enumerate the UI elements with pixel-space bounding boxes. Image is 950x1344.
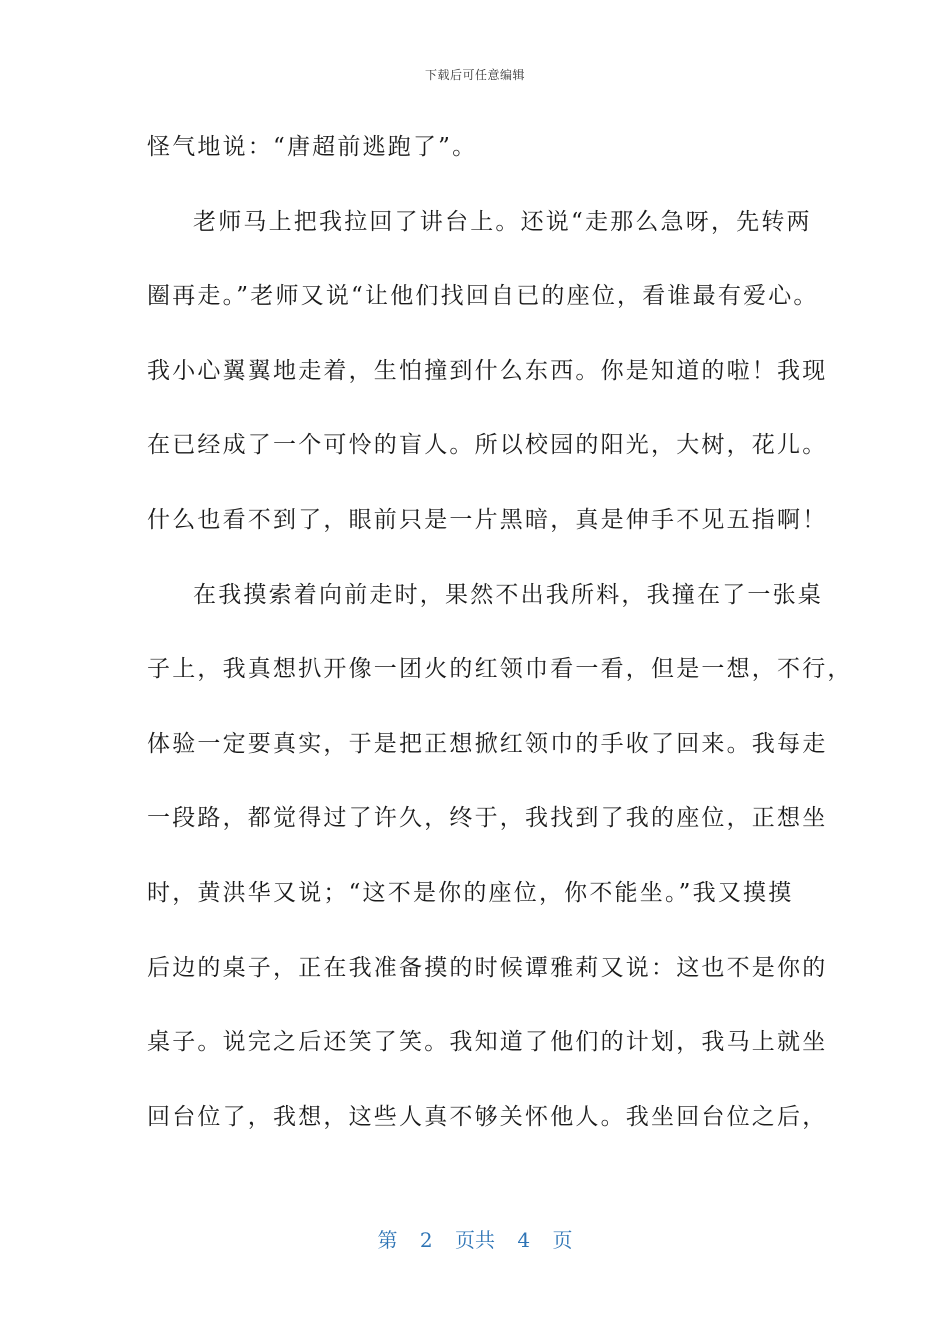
text-line: 老师马上把我拉回了讲台上。还说“走那么急呀，先转两: [193, 208, 812, 235]
text-line: 我小心翼翼地走着，生怕撞到什么东西。你是知道的啦！我现: [147, 357, 828, 384]
text-line: 圈再走。”老师又说“让他们找回自已的座位，看谁最有爱心。: [147, 283, 819, 310]
footer-page-number: 2: [419, 1228, 433, 1252]
text-line: 子上，我真想扒开像一团火的红领巾看一看，但是一想，不行，: [147, 656, 853, 683]
text-line: 在已经成了一个可怜的盲人。所以校园的阳光，大树，花儿。: [147, 432, 828, 459]
text-line: 桌子。说完之后还笑了笑。我知道了他们的计划，我马上就坐: [147, 1029, 828, 1056]
body-text: [147, 122, 853, 1166]
text-line: 一段路，都觉得过了许久，终于，我找到了我的座位，正想坐: [147, 805, 828, 832]
text-line: 体验一定要真实，于是把正想掀红领巾的手收了回来。我每走: [147, 730, 828, 757]
text-line: 回台位了，我想，这些人真不够关怀他人。我坐回台位之后，: [147, 1103, 828, 1130]
footer-prefix: 第: [377, 1228, 398, 1252]
text-line: 什么也看不到了，眼前只是一片黑暗，真是伸手不见五指啊！: [147, 506, 828, 533]
text-line: 后边的桌子，正在我准备摸的时候谭雅莉又说：这也不是你的: [147, 954, 828, 981]
footer-suffix: 页: [552, 1228, 573, 1252]
page-footer: [0, 1224, 950, 1253]
page-header: 下载后可任意编辑: [424, 68, 525, 82]
footer-total-pages: 4: [517, 1228, 531, 1252]
text-line: 在我摸索着向前走时，果然不出我所料，我撞在了一张桌: [193, 581, 823, 608]
text-line: 怪气地说：“唐超前逃跑了”。: [147, 134, 478, 160]
footer-middle: 页共: [455, 1228, 495, 1252]
text-line: 时，黄洪华又说；“这不是你的座位，你不能坐。”我又摸摸: [147, 879, 794, 906]
